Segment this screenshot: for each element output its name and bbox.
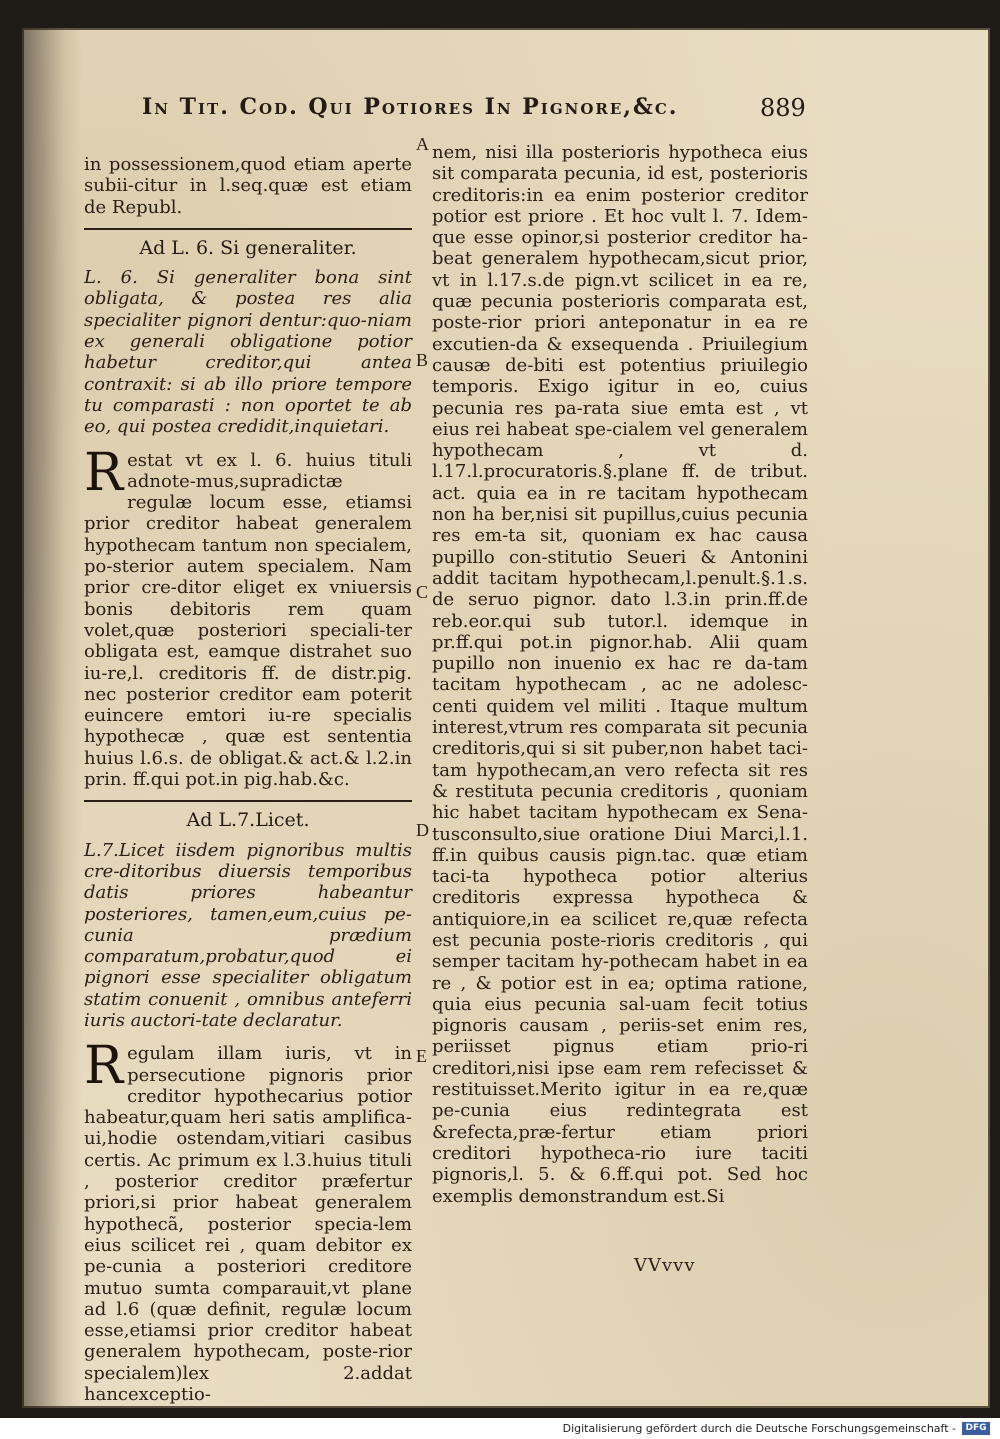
running-head: In Tit. Cod. Qui Potiores In Pignore,&c. [142,94,679,120]
section-heading-l6: Ad L. 6. Si generaliter. [139,236,357,259]
right-column-text: nem, nisi illa posterioris hypotheca eius sit comparata pecunia, id est, posterioris creditoris:in ea enim posterior creditor potior est priore . Et hoc vult l. 7. Idem-que esse opinor,si posterior creditor ha-beat generalem hypothecam,sicut prior, vt in l.17.s.de pign.vt scilicet in ea re, quæ pecunia posterioris comparata est, poste-rior priori anteponatur in ea re excutien-da & exsequenda . Priuilegium causæ de-biti est potentius priuilegio temporis. Exigo igitur in eo, cuius pecunia res pa-rata siue emta est , vt eius rei habeat spe-cialem vel generalem hypothecam , vt d. l.17.l.procuratoris.§.plane ff. de tribut. act. quia ea in re tacitam hypothecam non ha ber,nisi sit pupillus,cuius pecunia res em-ta sit, quoniam ex hac causa pupillo con-stitutio Seueri & Antonini addit tacitam hypothecam,l.penult.§.1.s. de seruo pignor. dato l.3.in prin.ff.de reb.eor.qui sub tutor.l. idemque in pr.ff.qui pot.in pignor.hab. Alii quam pupillo non inuenio ex hac re da-tam tacitam hypothecam , ac ne adolesc-centi quidem vel militi . Itaque multum interest,vtrum res comparata sit pecunia creditoris,qui si sit puber,non habet taci-tam hypothecam,an vero refecta sit res & restituta pecunia creditoris , quoniam hic habet tacitam hypothecam ex Sena-tusconsulto,siue oratione Diui Marci,l.1. ff.in quibus causis pign.tac. quæ etiam taci-ta hypotheca potior alterius creditoris expressa hypotheca & antiquiore,in ea scilicet re,quæ refecta est pecunia poste-rioris creditoris , qui semper tacitam hy-pothecam habet in ea re , & potior est in ea; optima ratione, quia eius pecunia sal-uam fecit totius pignoris causam , periis-set enim res, periisset pignus etiam prio-ri creditori,nisi ipse eam rem refecisset & restituisset.Merito igitur in ea re,quæ pe-cunia eius redintegrata est &refecta,præ-fertur etiam priori creditori hypotheca-rio iure taciti pignoris,l. 5. & 6.ff.qui pot. Sed hoc exemplis demonstrandum est.Si [432,142,808,1207]
signature-mark: VVvvv [634,1255,696,1276]
law-text-l7: L.7.Licet iisdem pignoribus multis cre-ditoribus diuersis temporibus datis priores habeantur posteriores, tamen,eum,cuius pe-cunia prædium comparatum,probatur,quod ei pignori esse specialiter obligatum statim conuenit , omnibus anteferri iuris auctori-tate declaratur. [84,839,412,1031]
section-heading-l7: Ad L.7.Licet. [186,809,310,832]
commentary-l6: Restat vt ex l. 6. huius tituli adnote-mus,supradictæ regulæ locum esse, etiamsi prior creditor habeat generalem hypothecam tantum non specialem, po-sterior autem specialem. Nam prior cre-ditor eliget ex vniuersis bonis debitoris rem quam volet,quæ posteriori speciali-ter obligata est, eamque distrahet suo iu-re,l. creditoris ff. de distr.pig. nec posterior creditor eam poterit euincere emtori iu-re specialis hypothecæ , quæ est sententia huius l.6.s. de obligat.& act.& l.2.in prin. ff.qui pot.in pig.hab.&c. [84,442,412,791]
left-intro-text: in possessionem,quod etiam aperte subii-citur in l.seq.quæ est etiam de Republ. [84,154,412,218]
margin-letter-c: C [416,582,429,602]
section-divider [84,228,412,230]
margin-letter-b: B [416,350,429,370]
page-spine-shadow [22,28,82,1408]
page-number: 889 [760,94,806,122]
footer-bar [0,1418,1000,1439]
margin-letter-e: E [416,1046,427,1066]
book-page [22,28,990,1408]
footer-credit-text: Digitalisierung gefördert durch die Deutsche Forschungsgemeinschaft - [562,1422,956,1435]
dfg-logo-icon: DFG [962,1422,990,1435]
law-text-l6: L. 6. Si generaliter bona sint obligata, & postea res alia specialiter pignori dentur:quo-niam ex generali obligatione potior habetur creditor,qui antea contraxit: si ab illo priore tempore tu comparasti : non oportet te ab eo, qui postea credidit,inquietari. [84,267,412,438]
left-column [84,154,412,1405]
section-divider [84,800,412,802]
margin-letter-a: A [416,134,429,154]
margin-letter-d: D [416,820,429,840]
right-column [432,142,808,1207]
commentary-l7: Regulam illam iuris, vt in persecutione pignoris prior creditor hypothecarius potior habeatur,quam heri satis amplifica-ui,hodie ostendam,vitiari casibus certis. Ac primum ex l.3.huius tituli , posterior creditor præfertur priori,si prior habeat generalem hypothecã, posterior specia-lem eius scilicet rei , quam debitor ex pe-cunia a posteriori creditore mutuo sumta comparauit,vt plane ad l.6 (quæ definit, regulæ locum esse,etiamsi prior creditor habeat generalem hypothecam, poste-rior specialem)lex 2.addat hancexceptio- [84,1036,412,1406]
